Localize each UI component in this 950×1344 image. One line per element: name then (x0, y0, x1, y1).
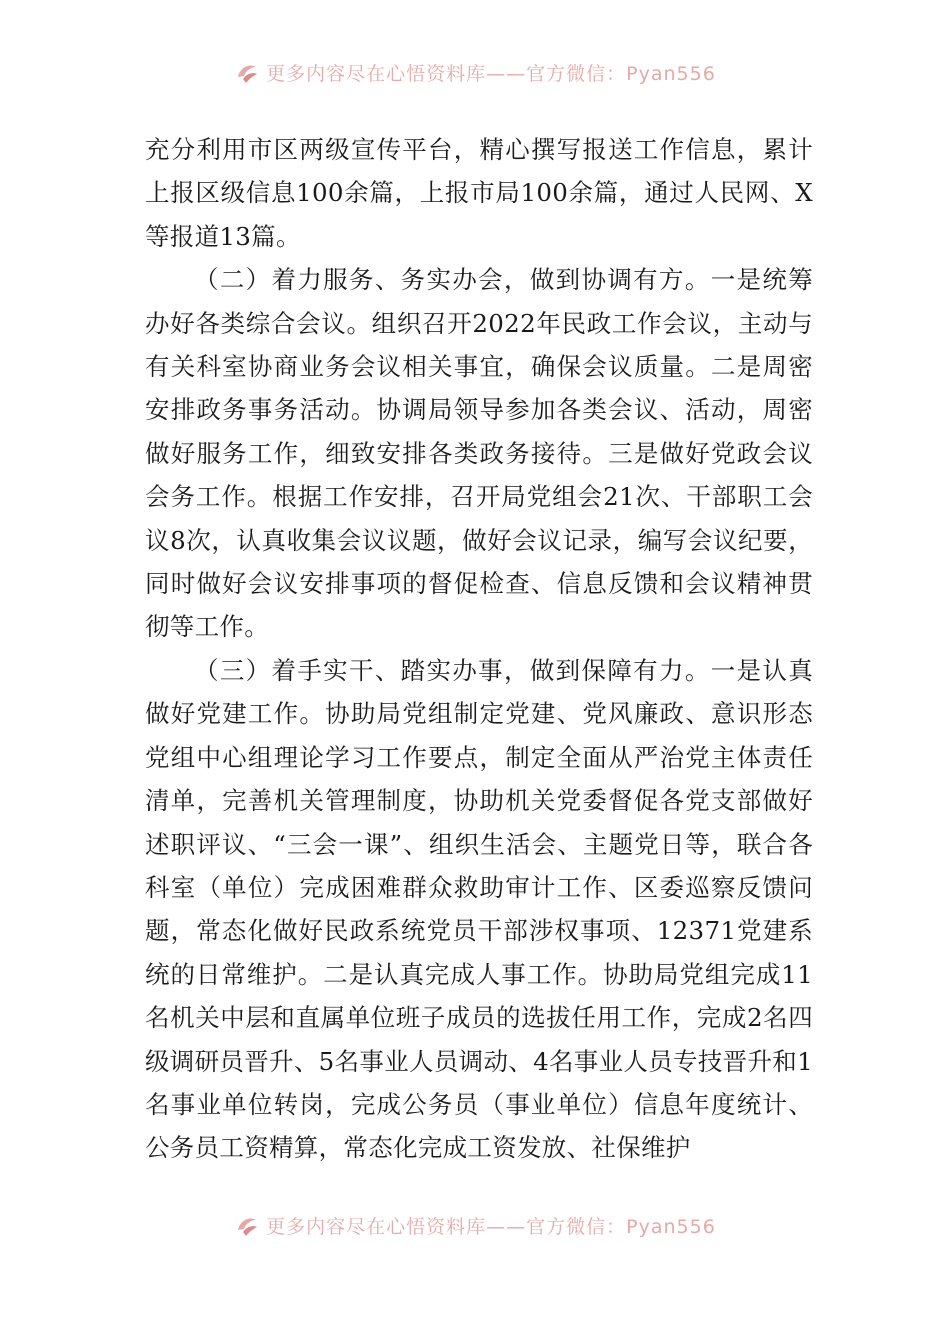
logo-icon (234, 1212, 260, 1238)
paragraph-continuation: 充分利用市区两级宣传平台，精心撰写报送工作信息，累计上报区级信息100余篇，上报市局100余篇，通过人民网、X等报道13篇。 (145, 135, 813, 251)
paragraph-section-two: （二）着力服务、务实办会，做到协调有方。一是统筹办好各类综合会议。组织召开2022年民政工作会议，主动与有关科室协商业务会议相关事宜，确保会议质量。二是周密安排政务事务活动。协调局领导参加各类会议、活动，周密做好服务工作，细致安排各类政务接待。三是做好党政会议会务工作。根据工作安排，召开局党组会21次、干部职工会议8次，认真收集会议议题，做好会议记录，编写会议纪要，同时做好会议安排事项的督促检查、信息反馈和会议精神贯彻等工作。 (145, 265, 813, 642)
watermark-text: 更多内容尽在心悟资料库——官方微信：Pyan556 (266, 1215, 716, 1238)
logo-icon (234, 59, 260, 85)
footer-watermark (0, 1205, 950, 1245)
paragraph-section-three: （三）着手实干、踏实办事，做到保障有力。一是认真做好党建工作。协助局党组制定党建、党风廉政、意识形态党组中心组理论学习工作要点，制定全面从严治党主体责任清单，完善机关管理制度，协助机关党委督促各党支部做好述职评议、“三会一课”、组织生活会、主题党日等，联合各科室（单位）完成困难群众救助审计工作、区委巡察反馈问题，常态化做好民政系统党员干部涉权事项、12371党建系统的日常维护。二是认真完成人事工作。协助局党组完成11名机关中层和直属单位班子成员的选拔任用工作，完成2名四级调研员晋升、5名事业人员调动、4名事业人员专技晋升和1名事业单位转岗，完成公务员（事业单位）信息年度统计、公务员工资精算，常态化完成工资发放、社保维护 (145, 655, 813, 1163)
document-body (145, 128, 813, 1170)
watermark-text: 更多内容尽在心悟资料库——官方微信：Pyan556 (266, 62, 716, 85)
header-watermark (0, 52, 950, 92)
